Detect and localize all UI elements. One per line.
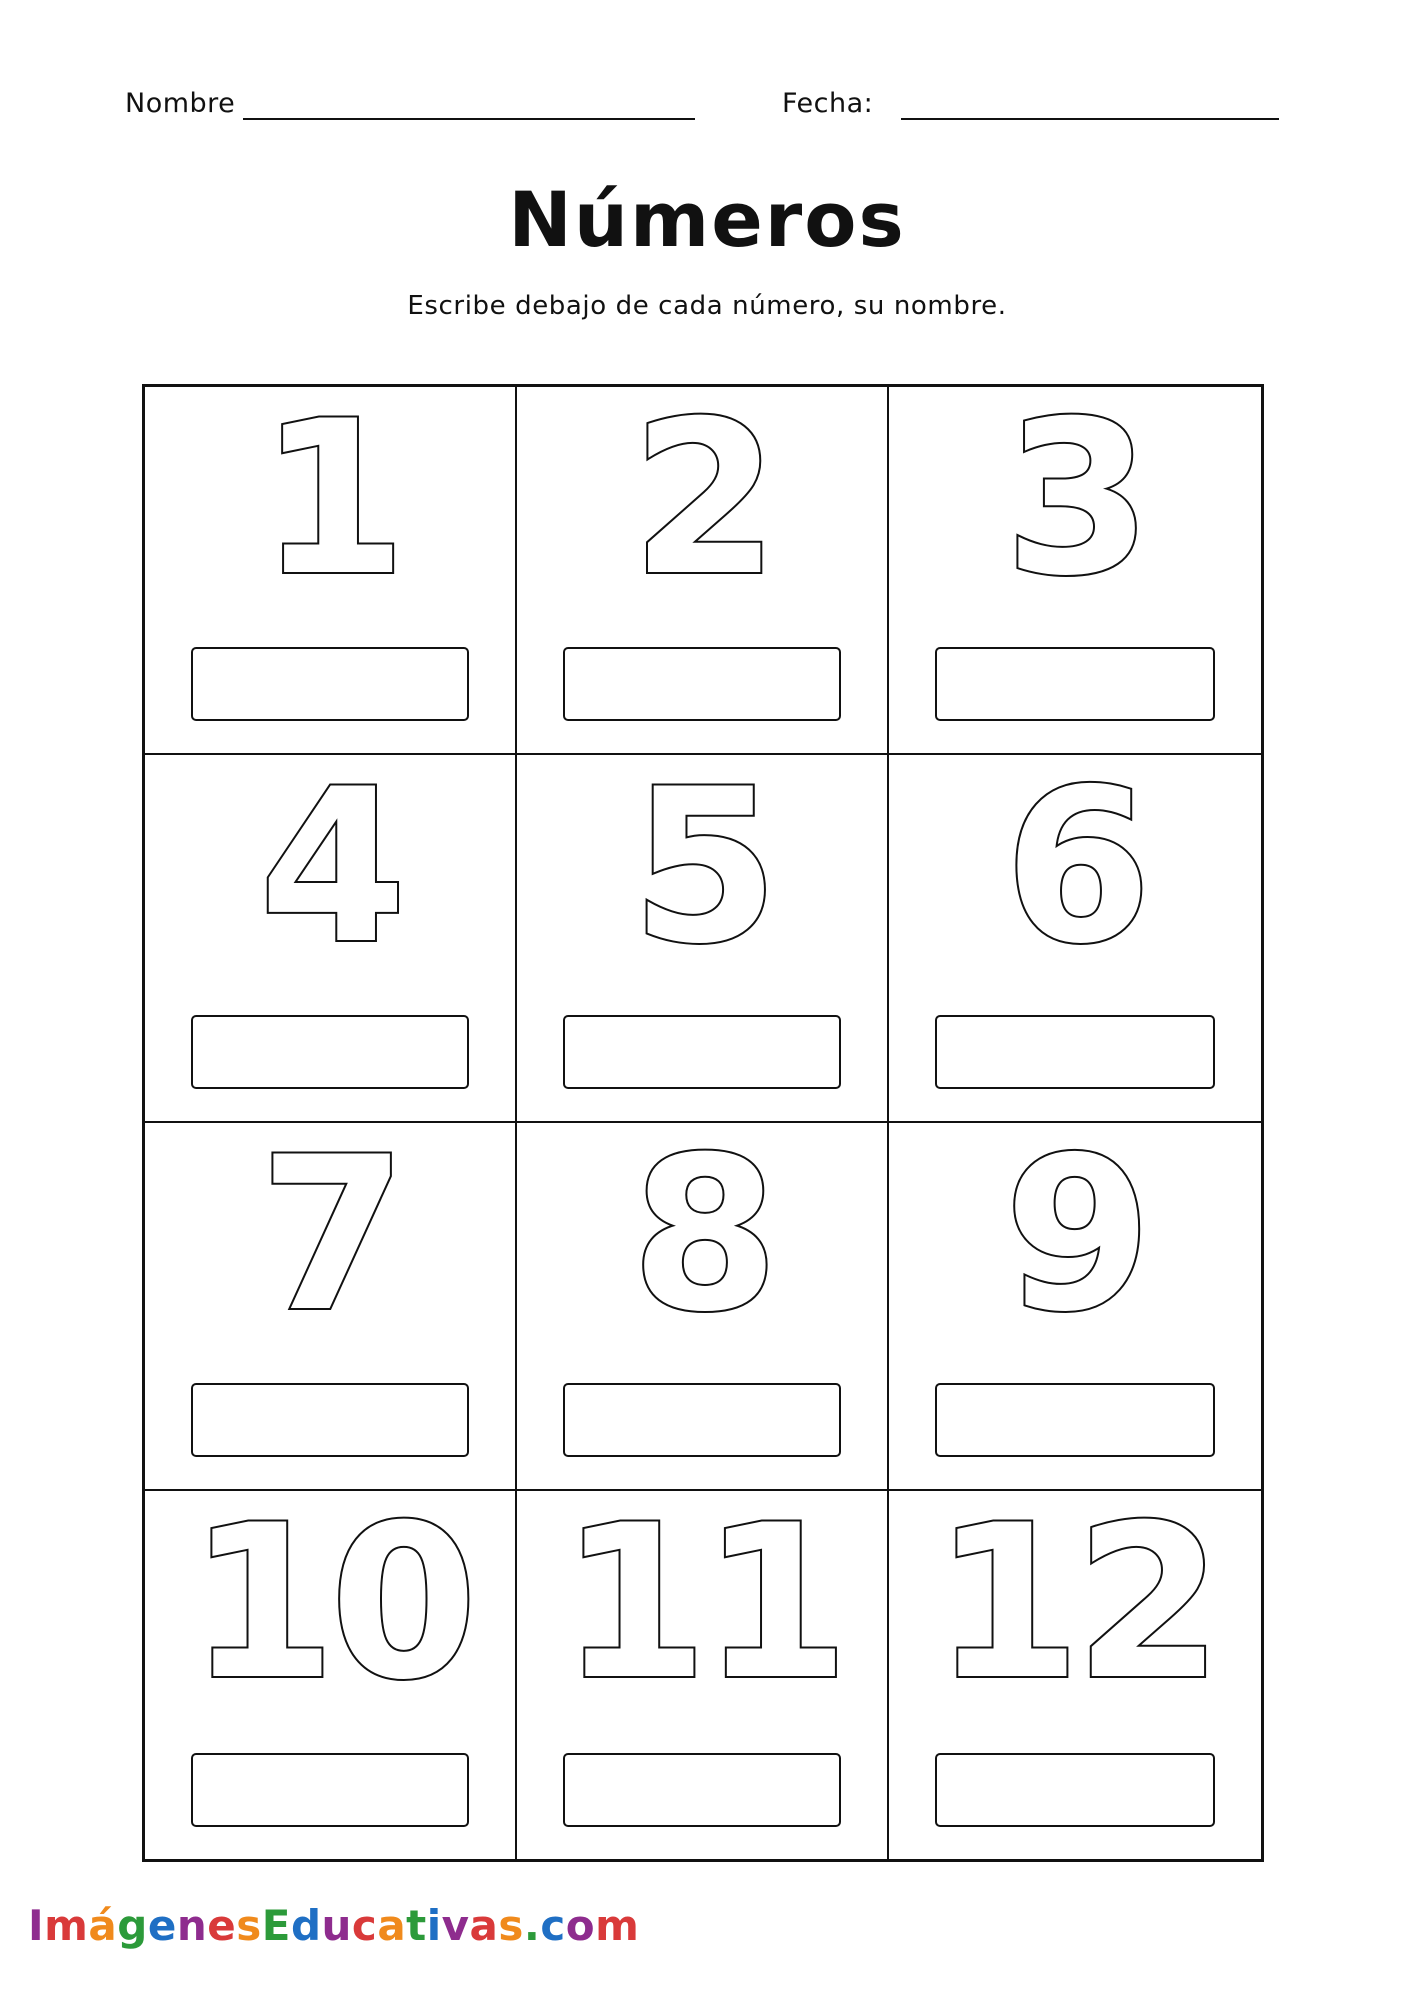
answer-box[interactable] xyxy=(935,1383,1215,1457)
answer-box[interactable] xyxy=(191,647,469,721)
number-cell xyxy=(889,1111,1261,1491)
number-cell xyxy=(889,375,1261,755)
answer-box[interactable] xyxy=(563,1753,841,1827)
number-numeral: 4 xyxy=(259,743,401,990)
number-numeral: 1 xyxy=(259,375,401,622)
number-numeral: 9 xyxy=(1004,1111,1146,1358)
answer-box[interactable] xyxy=(935,1753,1215,1827)
answer-box[interactable] xyxy=(191,1015,469,1089)
number-cell xyxy=(517,375,889,755)
instructions-text: Escribe debajo de cada número, su nombre. xyxy=(407,291,1007,321)
number-cell xyxy=(889,743,1261,1123)
logo-letter: n xyxy=(176,1901,208,1950)
logo-letter: s xyxy=(236,1901,262,1950)
logo-letter: . xyxy=(523,1901,541,1950)
date-field[interactable] xyxy=(901,118,1279,120)
logo-letter: t xyxy=(406,1901,427,1950)
answer-box[interactable] xyxy=(563,1383,841,1457)
number-cell xyxy=(889,1479,1261,1859)
logo-letter: e xyxy=(207,1901,237,1950)
number-cell xyxy=(145,1479,517,1859)
answer-box[interactable] xyxy=(191,1753,469,1827)
page-title: Números xyxy=(508,175,906,264)
logo-letter: s xyxy=(498,1901,524,1950)
logo-letter: a xyxy=(377,1901,407,1950)
logo-letter: m xyxy=(595,1901,640,1950)
answer-box[interactable] xyxy=(935,1015,1215,1089)
logo-letter: d xyxy=(290,1901,322,1950)
logo-letter: c xyxy=(540,1901,566,1950)
answer-box[interactable] xyxy=(563,1015,841,1089)
logo-letter: m xyxy=(44,1901,89,1950)
number-cell xyxy=(145,743,517,1123)
number-cell xyxy=(517,1111,889,1491)
number-numeral: 6 xyxy=(1004,743,1146,990)
number-cell xyxy=(145,1111,517,1491)
logo-letter: o xyxy=(565,1901,596,1950)
name-field[interactable] xyxy=(243,118,695,120)
header-row xyxy=(0,84,1414,124)
answer-box[interactable] xyxy=(563,647,841,721)
number-numeral: 11 xyxy=(560,1479,844,1726)
logo-letter: u xyxy=(321,1901,352,1950)
numbers-grid xyxy=(142,375,1264,1862)
site-logo[interactable] xyxy=(28,1898,639,1954)
logo-letter: á xyxy=(88,1901,118,1950)
logo-letter: c xyxy=(351,1901,378,1950)
number-numeral: 7 xyxy=(259,1111,401,1358)
number-cell xyxy=(145,375,517,755)
logo-letter: a xyxy=(469,1901,499,1950)
number-numeral: 3 xyxy=(1004,375,1146,622)
answer-box[interactable] xyxy=(191,1383,469,1457)
number-numeral: 8 xyxy=(631,1111,773,1358)
name-label: Nombre xyxy=(125,88,236,119)
number-numeral: 10 xyxy=(188,1479,472,1726)
number-numeral: 12 xyxy=(933,1479,1217,1726)
logo-letter: I xyxy=(28,1901,45,1950)
date-label: Fecha: xyxy=(782,88,874,119)
answer-box[interactable] xyxy=(935,647,1215,721)
logo-letter: E xyxy=(261,1901,291,1950)
logo-letter: g xyxy=(117,1901,148,1950)
logo-letter: v xyxy=(441,1901,470,1950)
number-numeral: 2 xyxy=(631,375,773,622)
number-numeral: 5 xyxy=(631,743,773,990)
number-cell xyxy=(517,1479,889,1859)
logo-letter: i xyxy=(426,1901,442,1950)
number-cell xyxy=(517,743,889,1123)
logo-letter: e xyxy=(147,1901,177,1950)
